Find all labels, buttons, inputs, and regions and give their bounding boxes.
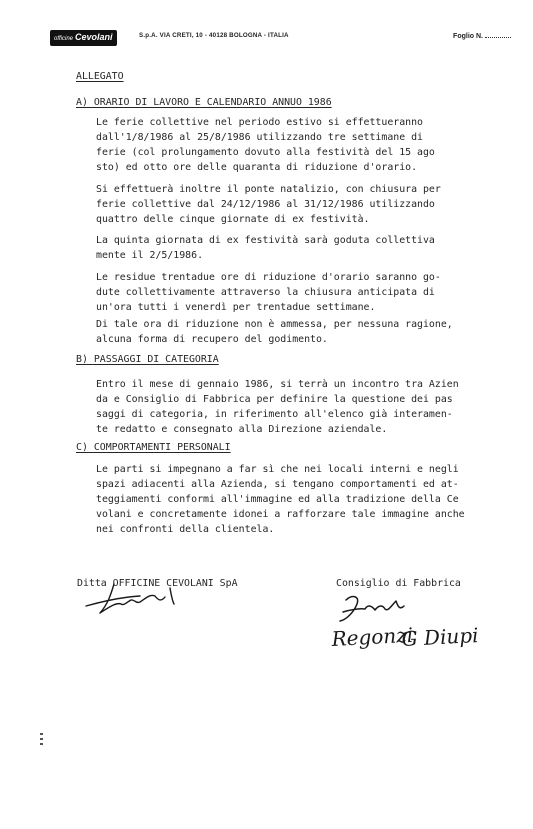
text-line: volani e concretamente idonei a rafforzare tale immagine anche — [96, 509, 465, 520]
text-line: quattro delle cinque giornate di ex festività. — [96, 214, 370, 225]
company-signature-label: Ditta OFFICINE CEVOLANI SpA — [77, 578, 238, 589]
text-line: Di tale ora di riduzione non è ammessa, per nessuna ragione, — [96, 319, 453, 330]
text-line: spazi adiacenti alla Azienda, si tengano comportamenti ed at- — [96, 479, 459, 490]
text-line: mente il 2/5/1986. — [96, 250, 204, 261]
company-signature — [86, 584, 174, 613]
company-logo: officine Cevolani — [50, 30, 117, 46]
text-line: sto) ed otto ore delle quaranta di riduzione d'orario. — [96, 162, 418, 173]
text-line: Entro il mese di gennaio 1986, si terrà un incontro tra Azien — [96, 379, 459, 390]
text-line: dall'1/8/1986 al 25/8/1986 utilizzando tre settimane di — [96, 132, 423, 143]
text-line: Le residue trentadue ore di riduzione d'orario saranno go- — [96, 272, 441, 283]
council-signature-label: Consiglio di Fabbrica — [336, 578, 461, 589]
text-line: saggi di categoria, in riferimento all'elenco già interamen- — [96, 409, 453, 420]
council-signature-2: Regonzi — [331, 622, 414, 651]
text-line: nei confronti della clientela. — [96, 524, 275, 535]
section-c-title: C) COMPORTAMENTI PERSONALI — [76, 442, 231, 453]
text-line: ferie (col prolungamento dovuto alla festività del 15 ago — [96, 147, 435, 158]
text-line: Le parti si impegnano a far sì che nei locali interni e negli — [96, 464, 459, 475]
text-line: Si effettuerà inoltre il ponte natalizio, con chiusura per — [96, 184, 441, 195]
section-b-title: B) PASSAGGI DI CATEGORIA — [76, 354, 219, 365]
text-line: Le ferie collettive nel periodo estivo si effettueranno — [96, 117, 423, 128]
text-line: te redatto e consegnato alla Direzione aziendale. — [96, 424, 388, 435]
council-signature-1 — [340, 597, 404, 621]
company-address: S.p.A. VIA CRETI, 10 - 40128 BOLOGNA - ITALIA — [139, 32, 289, 39]
text-line: La quinta giornata di ex festività sarà goduta collettiva — [96, 235, 435, 246]
section-a-title: A) ORARIO DI LAVORO E CALENDARIO ANNUO 1986 — [76, 97, 332, 108]
sheet-number-field: Foglio N. — [453, 33, 511, 40]
margin-marks — [40, 730, 46, 768]
text-line: un'ora tutti i venerdì per trentadue settimane. — [96, 302, 376, 313]
text-line: da e Consiglio di Fabbrica per definire la questione dei pas — [96, 394, 453, 405]
text-line: ferie collettive dal 24/12/1986 al 31/12/1986 utilizzando — [96, 199, 435, 210]
document-heading: ALLEGATO — [76, 71, 124, 82]
text-line: alcuna forma di recupero del godimento. — [96, 334, 328, 345]
council-signature-3: G Diupi — [401, 623, 480, 651]
text-line: dute collettivamente attraverso la chiusura anticipata di — [96, 287, 435, 298]
text-line: teggiamenti conformi all'immagine ed alla tradizione della Ce — [96, 494, 459, 505]
